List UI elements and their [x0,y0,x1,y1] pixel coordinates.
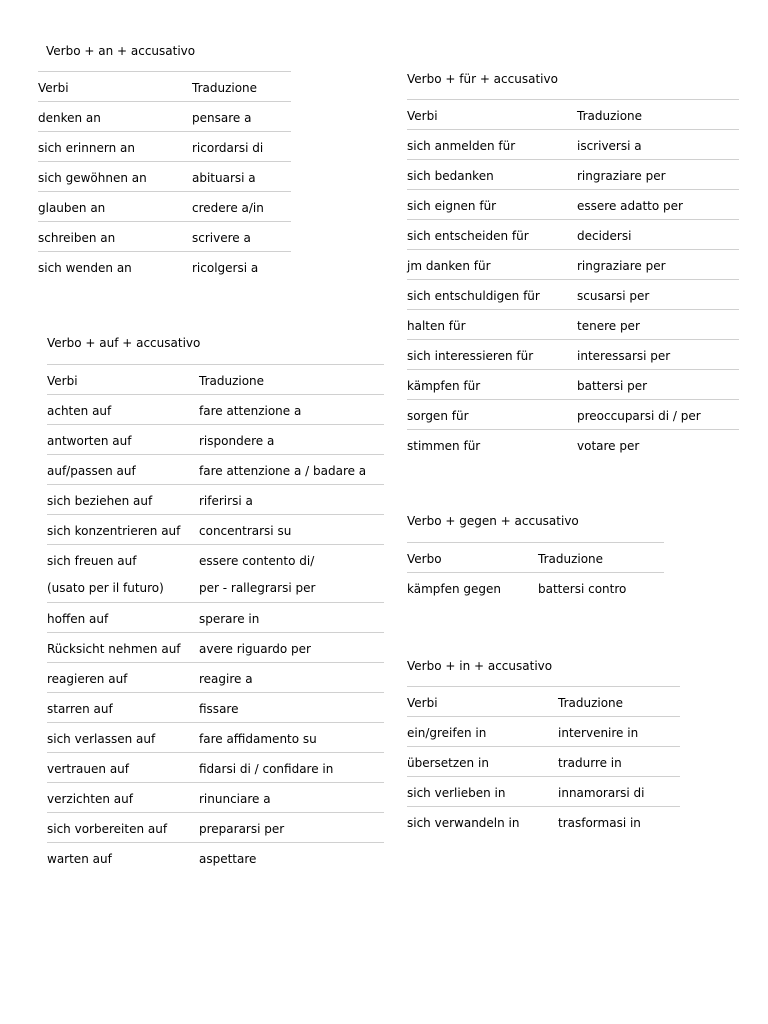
table-row [407,429,739,459]
translation-cell: fissare [199,702,239,716]
section-auf [47,335,384,872]
column-header-verb: Verbi [407,696,438,710]
verb-cell: sich gewöhnen an [38,171,147,185]
translation-cell: scrivere a [192,231,251,245]
section-title: Verbo + für + accusativo [407,72,558,86]
table-row [38,221,291,251]
translation-cell: decidersi [577,229,632,243]
verb-cell: denken an [38,111,101,125]
table-row [47,572,384,602]
section-gegen [407,513,664,602]
translation-cell: fare attenzione a / badare a [199,464,367,478]
verb-table [407,686,680,836]
verb-cell: verzichten auf [47,792,133,806]
translation-cell: per - rallegrarsi per [199,581,316,595]
translation-cell: intervenire in [558,726,639,740]
verb-cell: glauben an [38,201,106,215]
verb-cell: sich interessieren für [407,349,534,363]
translation-cell: prepararsi per [199,822,285,836]
table-row [407,806,680,836]
table-row [47,722,384,752]
table-row [47,514,384,544]
table-row [407,159,739,189]
verb-cell: sich erinnern an [38,141,135,155]
section-title: Verbo + an + accusativo [46,44,196,58]
verb-table [407,99,739,459]
translation-cell: aspettare [199,852,257,866]
translation-cell: innamorarsi di [558,786,645,800]
translation-cell: interessarsi per [577,349,671,363]
translation-cell: reagire a [199,672,253,686]
verb-cell: sich entscheiden für [407,229,529,243]
verb-cell: sich anmelden für [407,139,516,153]
table-header-row [38,71,291,101]
verb-cell: sich eignen für [407,199,497,213]
table-row [407,572,664,602]
translation-cell: preoccuparsi di / per [577,409,701,423]
table-row [407,716,680,746]
table-row [47,782,384,812]
verb-cell: schreiben an [38,231,116,245]
translation-cell: battersi contro [538,582,627,596]
table-row [38,191,291,221]
verb-cell: kämpfen gegen [407,582,502,596]
translation-cell: iscriversi a [577,139,642,153]
section-title: Verbo + gegen + accusativo [407,514,579,528]
table-row [407,189,739,219]
verb-cell: sich entschuldigen für [407,289,540,303]
translation-cell: abituarsi a [192,171,256,185]
translation-cell: essere adatto per [577,199,683,213]
table-row [407,309,739,339]
table-header-row [47,364,384,394]
table-header-row [407,99,739,129]
verb-cell: sich wenden an [38,261,132,275]
verb-cell: starren auf [47,702,113,716]
table-row [47,484,384,514]
translation-cell: ricordarsi di [192,141,264,155]
translation-cell: battersi per [577,379,648,393]
verb-cell: reagieren auf [47,672,128,686]
translation-cell: avere riguardo per [199,642,311,656]
translation-cell: essere contento di/ [199,554,315,568]
table-row [47,424,384,454]
table-row [407,746,680,776]
table-header-row [407,686,680,716]
verb-table [407,542,664,602]
table-row [47,692,384,722]
table-row [47,842,384,872]
table-header-row [407,542,664,572]
translation-cell: fare affidamento su [199,732,317,746]
table-row [47,662,384,692]
column-header-translation: Traduzione [577,109,643,123]
translation-cell: tenere per [577,319,640,333]
translation-cell: tradurre in [558,756,622,770]
table-row [38,161,291,191]
table-row [407,399,739,429]
translation-cell: fidarsi di / confidare in [199,762,334,776]
column-header-verb: Verbo [407,552,442,566]
table-row [38,131,291,161]
table-row [47,632,384,662]
verb-cell: (usato per il futuro) [47,581,164,595]
table-row [407,279,739,309]
table-row [407,339,739,369]
column-header-translation: Traduzione [199,374,265,388]
translation-cell: ringraziare per [577,259,666,273]
verb-cell: sich bedanken [407,169,494,183]
section-an [38,43,291,281]
verb-cell: warten auf [47,852,112,866]
verb-cell: sich verwandeln in [407,816,520,830]
verb-cell: sich verlassen auf [47,732,156,746]
verb-cell: ein/greifen in [407,726,487,740]
verb-cell: hoffen auf [47,612,109,626]
verb-cell: stimmen für [407,439,481,453]
table-row [38,101,291,131]
column-header-verb: Verbi [38,81,69,95]
verb-cell: sich freuen auf [47,554,137,568]
translation-cell: pensare a [192,111,252,125]
table-row [38,251,291,281]
translation-cell: riferirsi a [199,494,253,508]
table-row [47,752,384,782]
verb-cell: sich konzentrieren auf [47,524,181,538]
section-fuer [407,71,739,459]
translation-cell: credere a/in [192,201,264,215]
translation-cell: sperare in [199,612,260,626]
translation-cell: rispondere a [199,434,275,448]
table-row [407,219,739,249]
verb-cell: auf/passen auf [47,464,136,478]
table-row [47,454,384,484]
translation-cell: rinunciare a [199,792,271,806]
verb-cell: sich vorbereiten auf [47,822,168,836]
verb-table [47,364,384,872]
translation-cell: votare per [577,439,640,453]
verb-cell: sich beziehen auf [47,494,153,508]
translation-cell: trasformasi in [558,816,641,830]
verb-cell: übersetzen in [407,756,489,770]
verb-cell: sorgen für [407,409,469,423]
verb-cell: kämpfen für [407,379,481,393]
section-title: Verbo + in + accusativo [407,659,553,673]
column-header-translation: Traduzione [192,81,258,95]
translation-cell: fare attenzione a [199,404,302,418]
table-row [47,812,384,842]
table-row [407,369,739,399]
verb-table [38,71,291,281]
verb-cell: vertrauen auf [47,762,130,776]
verb-cell: antworten auf [47,434,132,448]
verb-cell: halten für [407,319,466,333]
translation-cell: ricolgersi a [192,261,259,275]
verb-cell: sich verlieben in [407,786,506,800]
verb-cell: jm danken für [407,259,491,273]
translation-cell: scusarsi per [577,289,650,303]
table-row [47,602,384,632]
column-header-verb: Verbi [407,109,438,123]
column-header-translation: Traduzione [558,696,624,710]
section-in [407,658,680,836]
verb-cell: achten auf [47,404,112,418]
translation-cell: ringraziare per [577,169,666,183]
table-row [47,394,384,424]
table-row [47,544,384,574]
table-row [407,249,739,279]
column-header-verb: Verbi [47,374,78,388]
translation-cell: concentrarsi su [199,524,292,538]
section-title: Verbo + auf + accusativo [47,336,201,350]
column-header-translation: Traduzione [538,552,604,566]
table-row [407,776,680,806]
verb-cell: Rücksicht nehmen auf [47,642,181,656]
table-row [407,129,739,159]
